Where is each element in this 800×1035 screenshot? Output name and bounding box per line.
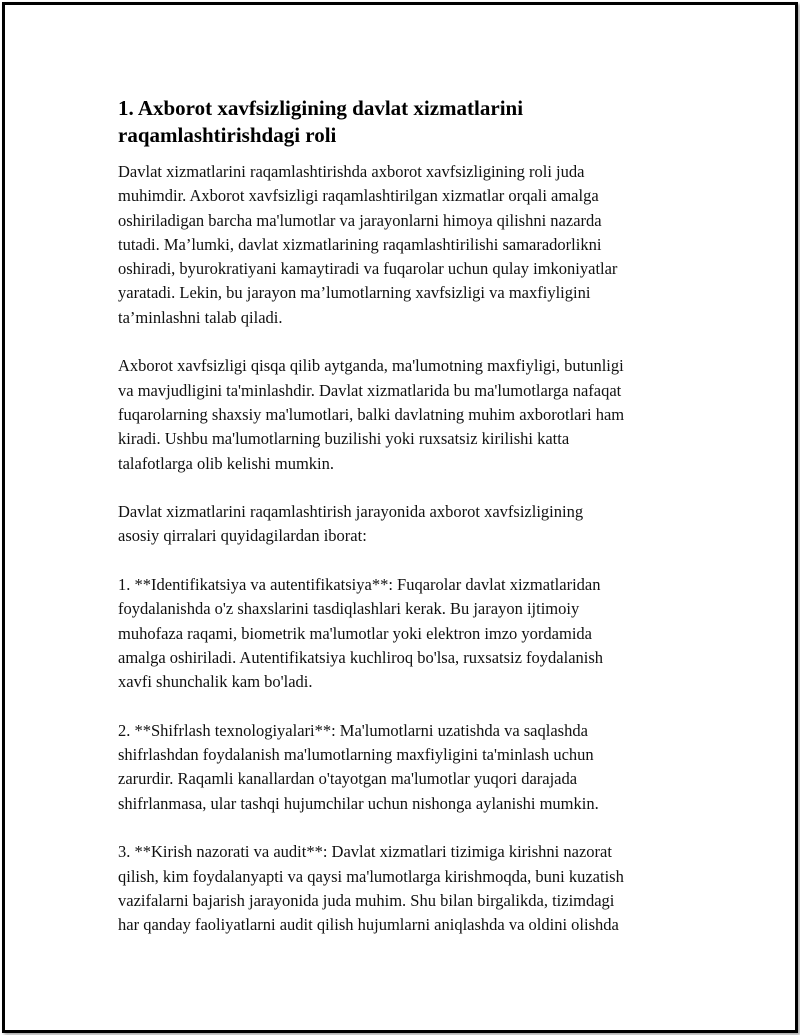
list-item-authentication: 1. **Identifikatsiya va autentifikatsiya**: Fuqarolar davlat xizmatlaridan foydalanishda o'z shaxslarini tasdiqlashlari kerak. Bu jarayon ijtimoiy muhofaza raqami, biometrik ma'lumotlar yoki elektron imzo yordamida amalga oshiriladi. Autentifikatsiya kuchliroq bo'lsa, ruxsatsiz foydalanish xavfi shunchalik kam bo'ladi. — [118, 575, 604, 692]
document-body — [118, 95, 698, 962]
list-item-access-control: 3. **Kirish nazorati va audit**: Davlat xizmatlari tizimiga kirishni nazorat qilish, kim foydalanyapti va qaysi ma'lumotlarga kirishmoqda, buni kuzatish vazifalarni bajarish jarayonida juda muhim. Shu bilan birgalikda, tizimdagi har qanday faoliyatlarni audit qilish hujumlarni aniqlashda va oldini olishda — [118, 842, 624, 935]
title-line-2: raqamlashtirishdagi roli — [118, 123, 337, 147]
paragraph-list-intro: Davlat xizmatlarini raqamlashtirish jarayonida axborot xavfsizligining asosiy qirralari quyidagilardan iborat: — [118, 502, 584, 546]
paragraph-intro: Davlat xizmatlarini raqamlashtirishda axborot xavfsizligining roli juda muhimdir. Axborot xavfsizligi raqamlashtirilgan xizmatlar orqali amalga oshiriladigan barcha ma'lumotlar va jarayonlarni himoya qilishni nazarda tutadi. Ma’lumki, davlat xizmatlarining raqamlashtirilishi samaradorlikni oshiradi, byurokratiyani kamaytiradi va fuqarolar uchun qulay imkoniyatlar yaratadi. Lekin, bu jarayon ma’lumotlarning xavfsizligi va maxfiyligini ta’minlashni talab qiladi. — [118, 162, 618, 327]
document-title — [118, 95, 698, 149]
paragraph-definition: Axborot xavfsizligi qisqa qilib aytganda, ma'lumotning maxfiyligi, butunligi va mavjudligini ta'minlashdir. Davlat xizmatlarida bu ma'lumotlarga nafaqat fuqarolarning shaxsiy ma'lumotlari, balki davlatning muhim axborotlari ham kiradi. Ushbu ma'lumotlarning buzilishi yoki ruxsatsiz kirilishi katta talafotlarga olib kelishi mumkin. — [118, 356, 625, 473]
list-item-encryption: 2. **Shifrlash texnologiyalari**: Ma'lumotlarni uzatishda va saqlashda shifrlashdan foydalanish ma'lumotlarning maxfiyligini ta'minlash uchun zarurdir. Raqamli kanallardan o'tayotgan ma'lumotlar yuqori darajada shifrlanmasa, ular tashqi hujumchilar uchun nishonga aylanishi mumkin. — [118, 720, 599, 813]
title-line-1: 1. Axborot xavfsizligining davlat xizmatlarini — [118, 96, 524, 120]
